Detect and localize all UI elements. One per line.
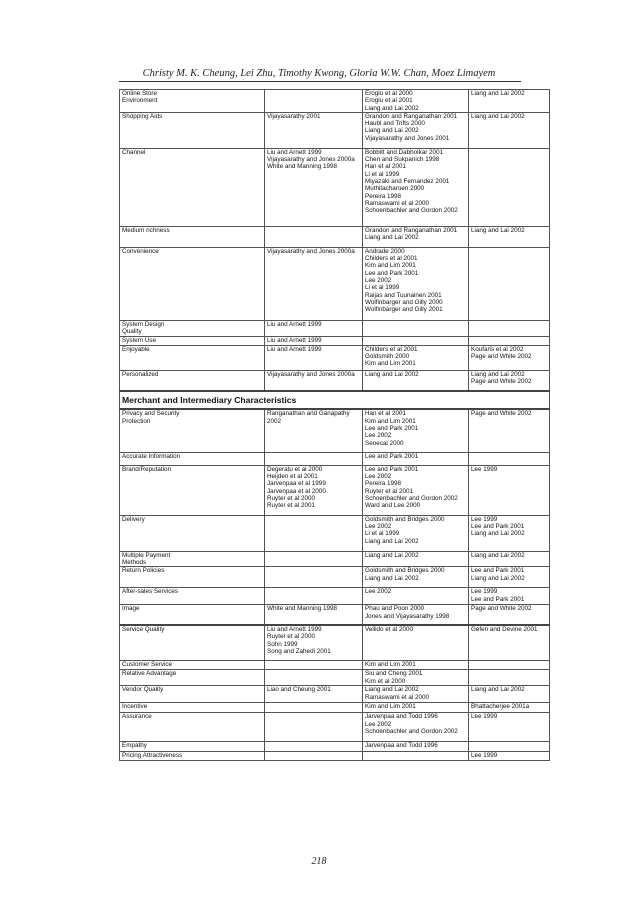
- cell-line: Jones and Vijayasarathy 1998: [365, 612, 450, 620]
- col4-cell: [469, 345, 550, 370]
- cell-line: White and Manning 1998: [267, 605, 338, 613]
- cell-line: Degeratu et al 2000: [267, 465, 323, 473]
- cell-line: Lee 1999: [471, 713, 498, 721]
- cell-line: Multiple Payment: [122, 551, 171, 559]
- col4-cell: [469, 226, 550, 247]
- cell-line: Schoenbachler and Gordon 2002: [365, 207, 458, 215]
- col3-cell: [363, 226, 469, 247]
- cell-line: Gefen and Devine 2001: [471, 625, 538, 633]
- cell-line: Liang and Lai 2002: [471, 226, 525, 234]
- table-row: [120, 515, 550, 551]
- cell-line: Liu and Arnett 1999: [267, 345, 322, 353]
- section-heading-row: [120, 391, 550, 409]
- cell-line: Ruyter et al 2000: [267, 495, 315, 503]
- table-row: [120, 112, 550, 148]
- col2-cell: [265, 551, 363, 567]
- section-heading: Merchant and Intermediary Characteristics: [120, 391, 550, 409]
- cell-line: Convenience: [122, 247, 159, 255]
- col3-cell: [363, 90, 469, 113]
- cell-line: Childers et al 2001: [365, 255, 418, 263]
- col4-cell: [469, 90, 550, 113]
- table-row: [120, 148, 550, 226]
- cell-line: Liu and Arnett 1999: [267, 320, 322, 328]
- col2-cell: [265, 686, 363, 703]
- cell-line: Service Quality: [122, 625, 165, 633]
- table-row: [120, 588, 550, 605]
- construct-cell: [120, 247, 265, 320]
- table-row: [120, 670, 550, 686]
- cell-line: Jarvenpaa and Todd 1996: [365, 713, 438, 721]
- cell-line: Vijayasarathy and Jones 2001: [365, 134, 450, 142]
- construct-cell: [120, 370, 265, 391]
- cell-line: Sohn 1999: [267, 640, 298, 648]
- cell-line: Shopping Aids: [122, 112, 163, 120]
- cell-line: Lee and Park 2001: [365, 269, 419, 277]
- col4-cell: [469, 686, 550, 703]
- cell-line: Senecal 2000: [365, 439, 404, 447]
- col3-cell: [363, 686, 469, 703]
- col2-cell: [265, 90, 363, 113]
- cell-line: Liang and Lai 2002: [471, 112, 525, 120]
- cell-line: Liang and Lai 2002: [365, 537, 419, 545]
- cell-line: Schoenbachler and Gordon 2002: [365, 728, 458, 736]
- cell-line: Ruyter et al 2001: [365, 487, 413, 495]
- construct-cell: [120, 515, 265, 551]
- col2-cell: [265, 112, 363, 148]
- cell-line: Methods: [122, 559, 147, 567]
- construct-cell: [120, 588, 265, 605]
- cell-line: Liang and Lai 2002: [365, 104, 419, 112]
- cell-line: Lee 1999: [471, 515, 498, 523]
- col3-cell: [363, 148, 469, 226]
- cell-line: Eroglu et al 2000: [365, 90, 413, 97]
- col2-cell: [265, 336, 363, 345]
- cell-line: Environment: [122, 97, 158, 105]
- cell-line: Grandon and Ranganathan 2001: [365, 226, 458, 234]
- cell-line: Assurance: [122, 713, 152, 721]
- construct-cell: [120, 112, 265, 148]
- construct-cell: [120, 148, 265, 226]
- col4-cell: [469, 247, 550, 320]
- cell-line: Medium richness: [122, 226, 170, 234]
- cell-line: Andrade 2000: [365, 247, 405, 255]
- cell-line: Pricing Attractiveness: [122, 752, 183, 760]
- col4-cell: [469, 605, 550, 625]
- literature-table: [119, 89, 550, 761]
- col4-cell: [469, 670, 550, 686]
- cell-line: Jarvenpaa et al 1999: [267, 480, 326, 488]
- col2-cell: [265, 515, 363, 551]
- cell-line: Privacy and Security: [122, 410, 180, 418]
- col4-cell: [469, 567, 550, 588]
- cell-line: Goldsmith and Bridges 2000: [365, 515, 445, 523]
- cell-line: Customer Service: [122, 661, 173, 669]
- table-row: [120, 686, 550, 703]
- cell-line: Lee 2002: [365, 523, 392, 531]
- cell-line: Empathy: [122, 742, 147, 750]
- cell-line: System Use: [122, 336, 156, 344]
- construct-cell: [120, 686, 265, 703]
- col2-cell: [265, 452, 363, 465]
- cell-line: Han et al 2001: [365, 163, 406, 171]
- cell-line: Jarvenpaa et al 2000: [267, 487, 326, 495]
- col4-cell: [469, 551, 550, 567]
- col2-cell: [265, 567, 363, 588]
- cell-line: Koufaris et al 2002: [471, 345, 524, 353]
- cell-line: Liao and Cheung 2001: [267, 686, 331, 694]
- cell-line: Liang and Lai 2002: [365, 686, 419, 694]
- cell-line: Liu and Arnett 1999: [267, 148, 322, 156]
- construct-cell: [120, 551, 265, 567]
- cell-line: Page and White 2002: [471, 353, 532, 361]
- cell-line: Li et al 1999: [365, 284, 400, 292]
- col3-cell: [363, 409, 469, 452]
- cell-line: Lee 1999: [471, 752, 498, 760]
- col3-cell: [363, 465, 469, 515]
- construct-cell: [120, 336, 265, 345]
- col2-cell: [265, 661, 363, 670]
- col2-cell: [265, 588, 363, 605]
- col4-cell: [469, 588, 550, 605]
- cell-line: Vijayasarathy and Jones 2000a: [267, 370, 355, 378]
- cell-line: Bobbitt and Dabholkar 2001: [365, 148, 444, 156]
- construct-cell: [120, 742, 265, 752]
- table-row: [120, 752, 550, 761]
- cell-line: Lee 2002: [365, 277, 392, 285]
- cell-line: Kim et al 2000: [365, 677, 406, 685]
- table-row: [120, 409, 550, 452]
- construct-cell: [120, 703, 265, 713]
- cell-line: Kim and Lim 2001: [365, 703, 416, 711]
- table-row: [120, 567, 550, 588]
- table-row: [120, 345, 550, 370]
- cell-line: Goldsmith and Bridges 2000: [365, 567, 445, 575]
- cell-line: Page and White 2002: [471, 378, 532, 386]
- col4-cell: [469, 703, 550, 713]
- col2-cell: [265, 465, 363, 515]
- construct-cell: [120, 345, 265, 370]
- cell-line: 2002: [267, 417, 282, 425]
- cell-line: Lee 2002: [365, 473, 392, 481]
- cell-line: Ramaswami et al 2000: [365, 199, 430, 207]
- table-row: [120, 370, 550, 391]
- col3-cell: [363, 551, 469, 567]
- col2-cell: [265, 713, 363, 742]
- cell-line: Vijayasarathy 2001: [267, 112, 321, 120]
- col4-cell: [469, 112, 550, 148]
- cell-line: Lee 2002: [365, 432, 392, 440]
- construct-cell: [120, 752, 265, 761]
- col3-cell: [363, 742, 469, 752]
- cell-line: Goldsmith 2000: [365, 353, 410, 361]
- cell-line: Vijayasarathy and Jones 2000a: [267, 156, 355, 164]
- cell-line: Pereira 1998: [365, 480, 402, 488]
- construct-cell: [120, 567, 265, 588]
- cell-line: Kim and Lim 2001: [365, 360, 416, 368]
- running-header: Christy M. K. Cheung, Lei Zhu, Timothy Kwong, Gloria W.W. Chan, Moez Limayem: [142, 68, 496, 79]
- col3-cell: [363, 345, 469, 370]
- col2-cell: [265, 345, 363, 370]
- cell-line: Wolfinbarger and Gilly 2000: [365, 298, 443, 306]
- cell-line: Song and Zahedi 2001: [267, 647, 331, 655]
- cell-line: Liang and Lai 2002: [471, 574, 525, 582]
- cell-line: Vendor Quality: [122, 686, 164, 694]
- cell-line: Schoenbachler and Gordon 2002: [365, 495, 458, 503]
- cell-line: Kim and Lim 2001: [365, 262, 416, 270]
- table-row: [120, 551, 550, 567]
- construct-cell: [120, 661, 265, 670]
- construct-cell: [120, 625, 265, 661]
- col2-cell: [265, 742, 363, 752]
- col4-cell: [469, 515, 550, 551]
- cell-line: Return Policies: [122, 567, 165, 575]
- cell-line: Lee and Park 2001: [365, 465, 419, 473]
- cell-line: Liang and Lai 2002: [471, 90, 525, 97]
- col3-cell: [363, 112, 469, 148]
- table-row: [120, 605, 550, 625]
- construct-cell: [120, 409, 265, 452]
- cell-line: Liu and Arnett 1999: [267, 336, 322, 344]
- table-row: [120, 90, 550, 113]
- col3-cell: [363, 661, 469, 670]
- cell-line: Liang and Lai 2002: [365, 127, 419, 135]
- cell-line: Miyazaki and Fernandez 2001: [365, 178, 450, 186]
- cell-line: Lee 2002: [365, 588, 392, 596]
- cell-line: Liang and Lai 2002: [365, 234, 419, 242]
- construct-cell: [120, 320, 265, 336]
- page-number: 218: [311, 856, 327, 867]
- cell-line: Eroglu et al 2001: [365, 97, 413, 105]
- col3-cell: [363, 320, 469, 336]
- construct-cell: [120, 670, 265, 686]
- col2-cell: [265, 670, 363, 686]
- cell-line: After-sales Services: [122, 588, 178, 596]
- col2-cell: [265, 605, 363, 625]
- cell-line: Lee and Park 2001: [365, 424, 419, 432]
- cell-line: Liang and Lai 2002: [471, 686, 525, 694]
- construct-cell: [120, 226, 265, 247]
- cell-line: Siu and Cheng 2001: [365, 670, 423, 678]
- cell-line: Haubl and Trifts 2000: [365, 120, 425, 128]
- col4-cell: [469, 465, 550, 515]
- cell-line: Ruyter et al 2001: [267, 502, 315, 510]
- cell-line: Bhattacherjee 2001a: [471, 703, 530, 711]
- cell-line: Accurate Information: [122, 452, 181, 460]
- header-rule: [119, 81, 521, 82]
- cell-line: Lee 2002: [365, 720, 392, 728]
- cell-line: Wolfinbarger and Gilly 2001: [365, 306, 443, 314]
- cell-line: Quality: [122, 328, 142, 336]
- cell-line: Brand/Reputation: [122, 465, 172, 473]
- col3-cell: [363, 452, 469, 465]
- col2-cell: [265, 752, 363, 761]
- cell-line: Liang and Lai 2002: [365, 551, 419, 559]
- cell-line: Ramaswami et al 2000: [365, 693, 430, 701]
- col2-cell: [265, 409, 363, 452]
- cell-line: Image: [122, 605, 140, 613]
- col2-cell: [265, 247, 363, 320]
- cell-line: Lee and Park 2001: [471, 567, 525, 575]
- cell-line: Raijas and Tuunainen 2001: [365, 291, 442, 299]
- col2-cell: [265, 148, 363, 226]
- col4-cell: [469, 148, 550, 226]
- table-row: [120, 226, 550, 247]
- col3-cell: [363, 588, 469, 605]
- col2-cell: [265, 370, 363, 391]
- cell-line: Liang and Lai 2002: [365, 370, 419, 378]
- cell-line: Han et al 2001: [365, 410, 406, 418]
- cell-line: Delivery: [122, 515, 145, 523]
- cell-line: Phau and Poon 2000: [365, 605, 425, 613]
- cell-line: Lee 1999: [471, 588, 498, 596]
- col4-cell: [469, 661, 550, 670]
- col3-cell: [363, 625, 469, 661]
- cell-line: Liang and Lai 2002: [365, 574, 419, 582]
- construct-cell: [120, 605, 265, 625]
- construct-cell: [120, 452, 265, 465]
- cell-line: Lee and Park 2001: [471, 595, 525, 603]
- cell-line: Vijayasarathy and Jones 2000a: [267, 247, 355, 255]
- cell-line: Incentive: [122, 703, 148, 711]
- cell-line: Liang and Lai 2002: [471, 370, 525, 378]
- cell-line: Relative Advantage: [122, 670, 177, 678]
- col3-cell: [363, 670, 469, 686]
- col4-cell: [469, 409, 550, 452]
- table-row: [120, 625, 550, 661]
- construct-cell: [120, 713, 265, 742]
- col3-cell: [363, 247, 469, 320]
- cell-line: White and Manning 1998: [267, 163, 338, 171]
- cell-line: Li et al 1999: [365, 530, 400, 538]
- cell-line: Kim and Lim 2001: [365, 661, 416, 669]
- table-row: [120, 713, 550, 742]
- cell-line: Vellido et al 2000: [365, 625, 413, 633]
- cell-line: Liang and Lai 2002: [471, 551, 525, 559]
- col4-cell: [469, 742, 550, 752]
- cell-line: Protection: [122, 417, 151, 425]
- col4-cell: [469, 320, 550, 336]
- col2-cell: [265, 226, 363, 247]
- cell-line: Li et al 1999: [365, 170, 400, 178]
- table-row: [120, 742, 550, 752]
- cell-line: Jarvenpaa and Todd 1996: [365, 742, 438, 750]
- col3-cell: [363, 370, 469, 391]
- table-row: [120, 320, 550, 336]
- cell-line: Page and White 2002: [471, 410, 532, 418]
- table-row: [120, 452, 550, 465]
- col4-cell: [469, 336, 550, 345]
- col3-cell: [363, 336, 469, 345]
- cell-line: Liu and Arnett 1999: [267, 625, 322, 633]
- cell-line: Kim and Lim 2001: [365, 417, 416, 425]
- cell-line: Personalized: [122, 370, 159, 378]
- cell-line: Channel: [122, 148, 146, 156]
- col4-cell: [469, 752, 550, 761]
- table-row: [120, 465, 550, 515]
- col3-cell: [363, 713, 469, 742]
- cell-line: Ranganathan and Ganapathy: [267, 410, 350, 418]
- col2-cell: [265, 703, 363, 713]
- col2-cell: [265, 320, 363, 336]
- cell-line: Chen and Sukpanich 1998: [365, 156, 440, 164]
- cell-line: System Design: [122, 320, 165, 328]
- cell-line: Heijden et al 2001: [267, 473, 318, 481]
- table-row: [120, 661, 550, 670]
- col3-cell: [363, 605, 469, 625]
- col4-cell: [469, 452, 550, 465]
- table-row: [120, 703, 550, 713]
- col4-cell: [469, 370, 550, 391]
- cell-line: Ruyter et al 2000: [267, 633, 315, 641]
- cell-line: Ward and Lee 2000: [365, 502, 421, 510]
- col4-cell: [469, 713, 550, 742]
- cell-line: Lee and Park 2001: [471, 523, 525, 531]
- col3-cell: [363, 567, 469, 588]
- construct-cell: [120, 465, 265, 515]
- cell-line: Muthitacharoen 2000: [365, 185, 425, 193]
- table-row: [120, 336, 550, 345]
- cell-line: Lee 1999: [471, 465, 498, 473]
- cell-line: Pereira 1998: [365, 192, 402, 200]
- col3-cell: [363, 703, 469, 713]
- construct-cell: [120, 90, 265, 113]
- cell-line: Lee and Park 2001: [365, 452, 419, 460]
- cell-line: Online Store: [122, 90, 158, 97]
- cell-line: Grandon and Ranganathan 2001: [365, 112, 458, 120]
- table-row: [120, 247, 550, 320]
- col3-cell: [363, 752, 469, 761]
- col4-cell: [469, 625, 550, 661]
- cell-line: Enjoyable: [122, 345, 150, 353]
- cell-line: Childers et al 2001: [365, 345, 418, 353]
- col2-cell: [265, 625, 363, 661]
- cell-line: Page and White 2002: [471, 605, 532, 613]
- col3-cell: [363, 515, 469, 551]
- cell-line: Liang and Lai 2002: [471, 530, 525, 538]
